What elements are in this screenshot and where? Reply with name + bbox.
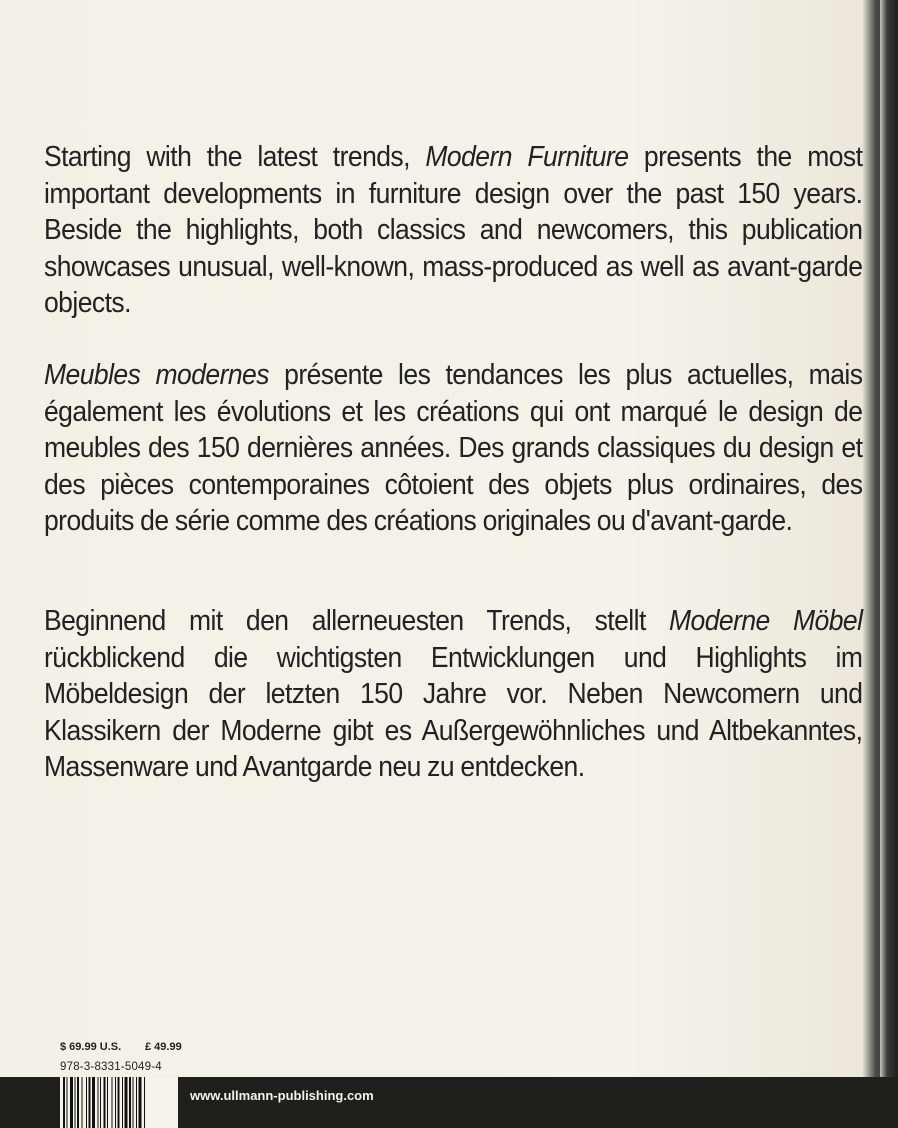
english-body: presents the most important developments in furniture design over the past 150 years. Beside the highlights, both classics and newcomers, this publication showcases unusual, well-known, mass-produced as well as avant-garde objects.	[44, 141, 863, 320]
description-german	[44, 603, 862, 786]
description-english	[44, 139, 862, 322]
english-title: Modern Furniture	[425, 141, 629, 173]
barcode	[60, 1077, 178, 1128]
price-uk: £ 49.99	[145, 1041, 182, 1053]
price-us: $ 69.99 U.S.	[60, 1041, 122, 1053]
german-title: Moderne Möbel	[669, 605, 863, 637]
website-link[interactable]: www.ullmann-publishing.com	[190, 1088, 374, 1103]
french-title: Meubles modernes	[44, 359, 269, 391]
german-intro: Beginnend mit den allerneuesten Trends, stellt	[44, 605, 670, 637]
english-intro: Starting with the latest trends,	[44, 141, 426, 173]
isbn-number: 978-3-8331-5049-4	[60, 1061, 162, 1073]
german-body: rückblickend die wichtigsten Entwicklungen und Highlights im Möbeldesign der letzten 150 Jahre vor. Neben Newcomern und Klassikern der Moderne gibt es Außergewöhnliches und Altbekanntes, Massenware und Avantgarde neu zu entdecken.	[44, 641, 863, 784]
description-french	[44, 357, 862, 540]
french-body: présente les tendances les plus actuelles, mais également les évolutions et les créations qui ont marqué le design de meubles des 150 dernières années. Des grands classiques du design et des pièces contemporaines côtoient des objets plus ordinaires, des produits de série comme des créations originales ou d'avant-garde.	[44, 359, 863, 538]
